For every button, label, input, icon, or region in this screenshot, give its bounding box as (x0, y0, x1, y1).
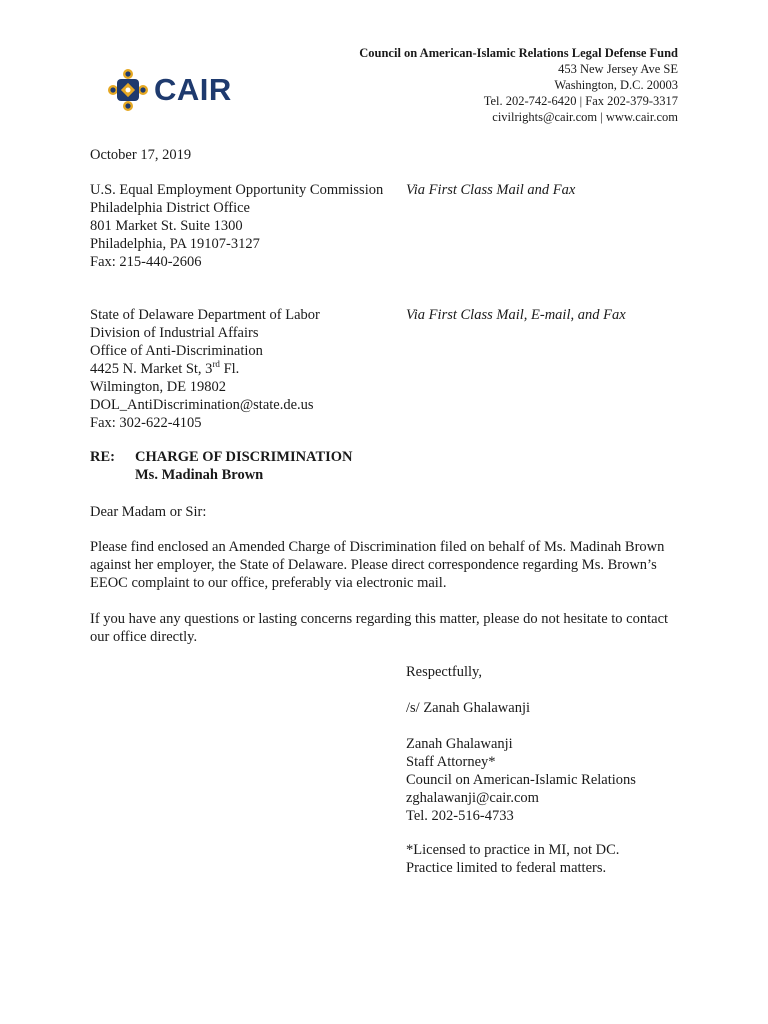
address-line: U.S. Equal Employment Opportunity Commission (90, 182, 384, 198)
address-line: 801 Market St. Suite 1300 (90, 218, 243, 234)
address-line: Philadelphia District Office (90, 200, 250, 216)
cair-emblem-icon (108, 68, 148, 112)
address-line: Division of Industrial Affairs (90, 325, 259, 341)
letterhead-street: 453 New Jersey Ave SE (558, 62, 678, 76)
letterhead-contact: civilrights@cair.com | www.cair.com (492, 110, 678, 124)
electronic-signature: /s/ Zanah Ghalawanji (406, 700, 531, 716)
recipient-eeoc (90, 181, 383, 271)
signatory-phone: Tel. 202-516-4733 (406, 808, 514, 824)
letter-date: October 17, 2019 (90, 147, 192, 163)
letterhead-city: Washington, D.C. 20003 (554, 78, 678, 92)
letterhead-org: Council on American-Islamic Relations Legal Defense Fund (359, 46, 678, 60)
licensing-note (406, 841, 619, 877)
address-line: State of Delaware Department of Labor (90, 307, 320, 323)
body-paragraph-2: If you have any questions or lasting concerns regarding this matter, please do not hesitate to contact our office directly. (90, 611, 669, 645)
signatory-org: Council on American-Islamic Relations (406, 772, 636, 788)
subject-block (90, 448, 353, 484)
ordinal-suffix: rd (212, 359, 220, 370)
address-line (90, 360, 320, 378)
address-line: Wilmington, DE 19802 (90, 379, 226, 395)
subject-name: Ms. Madinah Brown (135, 467, 264, 483)
delivery-method-eeoc: Via First Class Mail and Fax (406, 182, 576, 198)
cair-logo (108, 68, 232, 112)
re-label: RE: (90, 449, 115, 465)
signatory-email: zghalawanji@cair.com (406, 790, 539, 806)
delivery-method-delaware: Via First Class Mail, E-mail, and Fax (406, 307, 626, 323)
body-paragraph-1: Please find enclosed an Amended Charge of Discrimination filed on behalf of Ms. Madinah Brown against her employer, the State of Delaware. Please direct correspondence regarding Ms. Brown’s EEOC complaint to our office, preferably via electronic mail. (90, 539, 665, 591)
salutation: Dear Madam or Sir: (90, 504, 207, 520)
address-line: Office of Anti-Discrimination (90, 343, 263, 359)
licensing-note-line: *Licensed to practice in MI, not DC. (406, 842, 620, 858)
address-line: DOL_AntiDiscrimination@state.de.us (90, 397, 314, 413)
valediction: Respectfully, (406, 664, 482, 680)
subject-line: CHARGE OF DISCRIMINATION (135, 449, 353, 465)
licensing-note-line: Practice limited to federal matters. (406, 860, 607, 876)
signatory-title: Staff Attorney* (406, 754, 496, 770)
address-street: 4425 N. Market St, 3 (90, 361, 213, 377)
signatory-name: Zanah Ghalawanji (406, 736, 513, 752)
address-line: Philadelphia, PA 19107-3127 (90, 236, 260, 252)
letterhead (359, 45, 678, 125)
recipient-delaware (90, 306, 320, 432)
address-line: Fax: 215-440-2606 (90, 254, 202, 270)
address-line: Fax: 302-622-4105 (90, 415, 202, 431)
letterhead-phone: Tel. 202-742-6420 | Fax 202-379-3317 (483, 94, 678, 108)
signatory-block (406, 735, 636, 825)
cair-wordmark: CAIR (154, 72, 232, 107)
address-floor: Fl. (219, 361, 240, 377)
